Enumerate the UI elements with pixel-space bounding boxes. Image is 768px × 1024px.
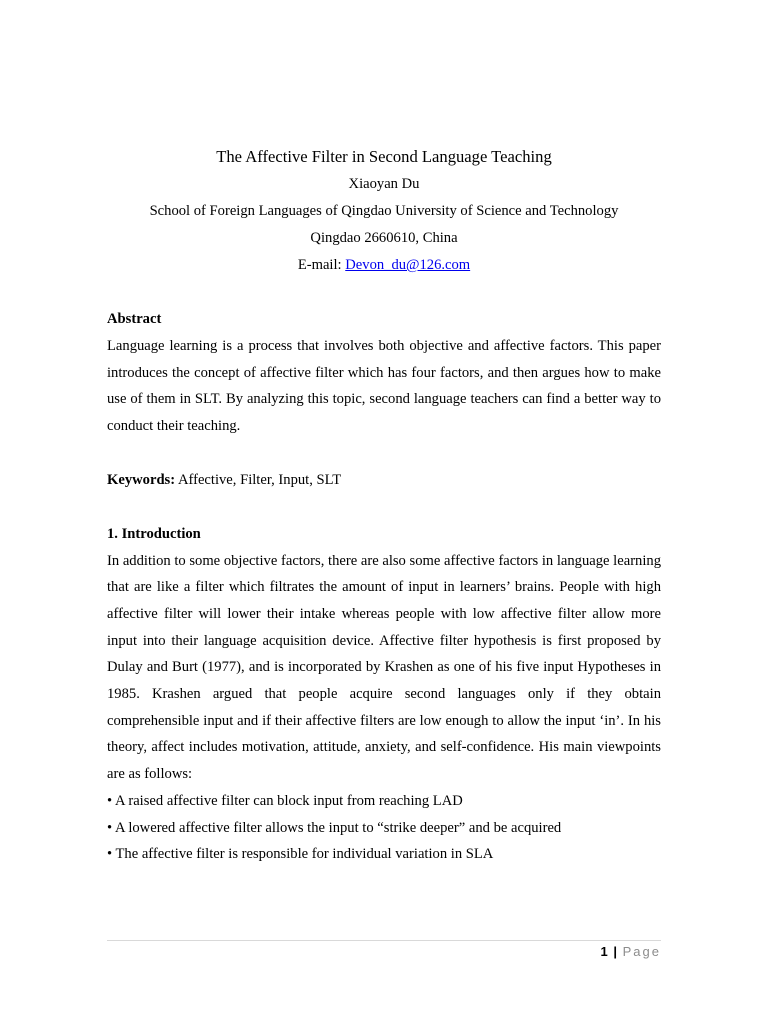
bullet-item: • The affective filter is responsible for individual variation in SLA — [107, 846, 494, 863]
author-address: Qingdao 2660610, China — [310, 230, 458, 246]
email-link[interactable]: Devon_du@126.com — [345, 257, 471, 273]
spacer — [107, 440, 661, 467]
spacer — [107, 494, 661, 521]
keywords-text: Affective, Filter, Input, SLT — [175, 471, 342, 488]
paper-title: The Affective Filter in Second Language Teaching — [216, 147, 552, 166]
email-line — [107, 252, 661, 279]
document-page — [107, 143, 661, 868]
page-footer — [107, 940, 661, 959]
bullet-item: • A lowered affective filter allows the input to “strike deeper” and be acquired — [107, 819, 562, 836]
spacer — [107, 279, 661, 306]
abstract-text: Language learning is a process that involves both objective and affective factors. This paper introduces the concept of affective filter which has four factors, and then argues how to make use of them in SLT. By analyzing this topic, second language teachers can find a better way to conduct their teaching. — [107, 338, 661, 435]
introduction-heading: 1. Introduction — [107, 525, 201, 542]
page-number: 1 — [600, 944, 609, 959]
email-label: E-mail: — [297, 257, 346, 273]
introduction-text: In addition to some objective factors, there are also some affective factors in language learning that are like a filter which filtrates the amount of input in learners’ brains. People with high affective filter will lower their intake whereas people with low affective filter allow more input into their language acquisition device. Affective filter hypothesis is first proposed by Dulay and Burt (1977), and is incorporated by Krashen as one of his five input Hypotheses in 1985. Krashen argued that people acquire second languages only if they obtain comprehensible input and if their affective filters are low enough to allow the input ‘in’. In his theory, affect includes motivation, attitude, anxiety, and self-confidence. His main viewpoints are as follows: — [107, 552, 661, 783]
keywords-line — [107, 467, 661, 494]
page-number-label — [601, 943, 661, 961]
author-affiliation: School of Foreign Languages of Qingdao University of Science and Technology — [149, 203, 619, 219]
paper-header — [107, 143, 661, 279]
bullet-item: • A raised affective filter can block input from reaching LAD — [107, 792, 463, 809]
keywords-label: Keywords: — [107, 471, 176, 488]
author-name: Xiaoyan Du — [348, 176, 420, 192]
abstract-heading: Abstract — [107, 311, 162, 327]
page-word: Page — [622, 944, 661, 959]
page-separator: | — [608, 944, 623, 959]
